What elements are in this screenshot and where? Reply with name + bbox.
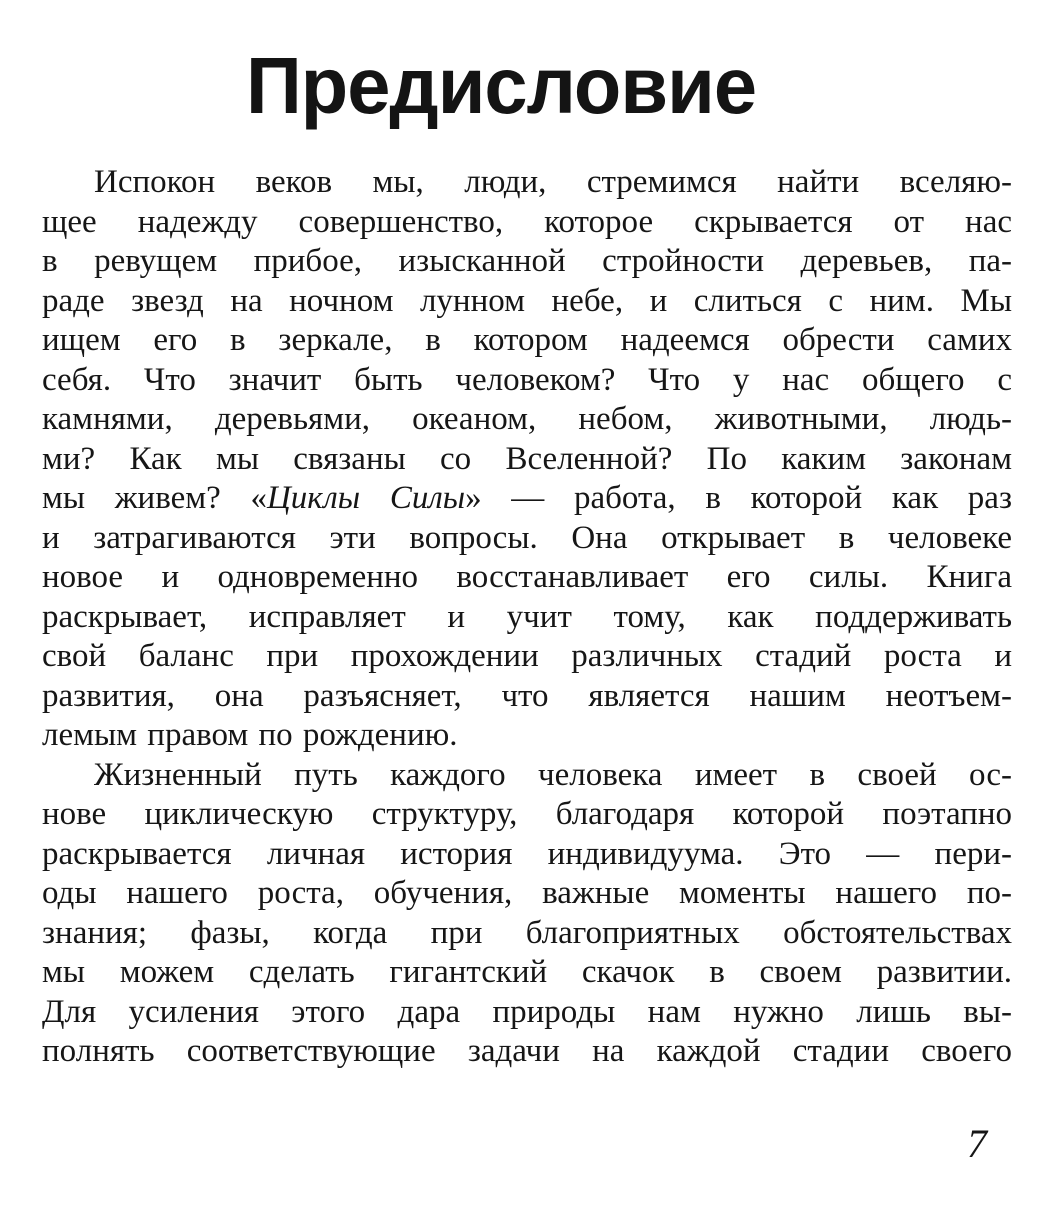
text-line — [42, 716, 1012, 756]
text-line — [42, 598, 1012, 638]
text-line — [42, 756, 1012, 796]
text-segment: в ревущем прибое, изысканной стройности деревьев, па- — [42, 243, 1012, 279]
text-segment: Для усиления этого дара природы нам нужно лишь вы- — [42, 993, 1012, 1030]
text-segment: раде звезд на ночном лунном небе, и слиться с ним. Мы — [42, 282, 1012, 319]
text-line — [42, 795, 1012, 835]
text-line — [42, 953, 1012, 993]
text-line — [42, 479, 1012, 519]
text-line — [42, 993, 1012, 1033]
text-line — [42, 321, 1012, 361]
text-line — [42, 1032, 1012, 1072]
text-line — [42, 558, 1012, 598]
text-line — [42, 835, 1012, 875]
text-segment: полнять соответствующие задачи на каждой стадии своего — [42, 1033, 1012, 1069]
text-segment: мы можем сделать гигантский скачок в своем развитии. — [42, 954, 1012, 990]
text-line — [42, 440, 1012, 480]
text-segment: и затрагиваются эти вопросы. Она открывает в человеке — [42, 519, 1012, 556]
text-line — [42, 163, 1012, 203]
text-segment: свой баланс при прохождении различных стадий роста и — [42, 638, 1012, 674]
text-segment: Жизненный путь каждого человека имеет в своей ос- — [94, 756, 1012, 793]
text-line — [42, 677, 1012, 717]
text-line — [42, 519, 1012, 559]
text-line — [42, 637, 1012, 677]
text-segment: развития, она разъясняет, что является нашим неотъем- — [42, 677, 1012, 714]
text-segment: нове циклическую структуру, благодаря которой поэтапно — [42, 796, 1012, 832]
text-line — [42, 361, 1012, 401]
text-segment: камнями, деревьями, океаном, небом, животными, людь- — [42, 401, 1012, 437]
text-segment: Испокон веков мы, люди, стремимся найти вселяю- — [94, 164, 1012, 200]
text-segment: щее надежду совершенство, которое скрывается от нас — [42, 203, 1012, 240]
text-line — [42, 914, 1012, 954]
text-line — [42, 400, 1012, 440]
text-line — [42, 282, 1012, 322]
page-number: 7 — [967, 1121, 987, 1166]
text-line — [42, 874, 1012, 914]
text-segment: лемым правом по рождению. — [42, 717, 458, 753]
text-segment: ми? Как мы связаны со Вселенной? По каким законам — [42, 440, 1012, 477]
text-segment: себя. Что значит быть человеком? Что у нас общего с — [42, 361, 1012, 398]
text-line — [42, 242, 1012, 282]
text-segment: знания; фазы, когда при благоприятных обстоятельствах — [42, 914, 1012, 951]
text-segment: » — работа, в которой как раз — [465, 480, 1012, 516]
page-title: Предисловие — [245, 41, 757, 130]
text-segment: мы живем? « — [42, 480, 267, 516]
text-segment: раскрывается личная история индивидуума. Это — пери- — [42, 835, 1012, 872]
text-segment: оды нашего роста, обучения, важные моменты нашего по- — [42, 875, 1012, 911]
text-segment: раскрывает, исправляет и учит тому, как поддерживать — [42, 598, 1012, 635]
text-line — [42, 203, 1012, 243]
text-segment: ищем его в зеркале, в котором надеемся обрести самих — [42, 322, 1012, 358]
text-segment: новое и одновременно восстанавливает его силы. Книга — [42, 559, 1012, 595]
body-text — [42, 163, 1012, 1072]
book-title-italic: Циклы Силы — [266, 480, 466, 516]
